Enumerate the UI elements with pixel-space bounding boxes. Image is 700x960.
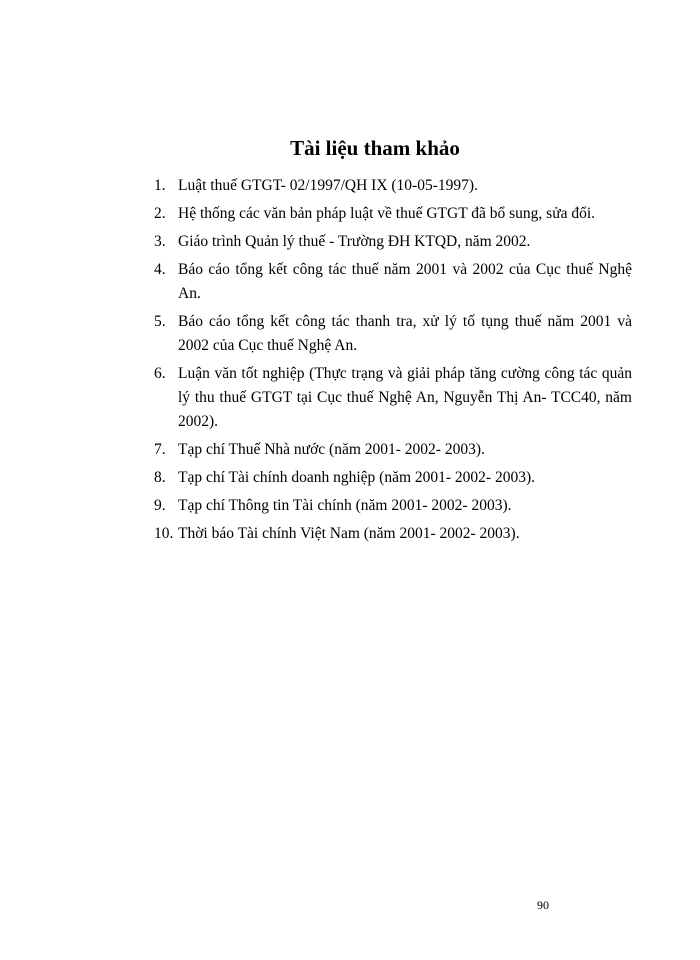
reference-number: 6. bbox=[154, 365, 166, 382]
reference-item bbox=[154, 202, 632, 226]
reference-item bbox=[154, 362, 632, 434]
reference-item bbox=[154, 258, 632, 306]
reference-text: Tạp chí Tài chính doanh nghiệp (năm 2001- 2002- 2003). bbox=[178, 469, 535, 486]
page-title: Tài liệu tham khảo bbox=[290, 136, 460, 160]
reference-item bbox=[154, 438, 632, 462]
reference-text: Hệ thống các văn bản pháp luật về thuế GTGT đã bổ sung, sửa đổi. bbox=[178, 205, 596, 222]
reference-number: 3. bbox=[154, 233, 166, 250]
reference-text: Tạp chí Thuế Nhà nước (năm 2001- 2002- 2003). bbox=[178, 441, 485, 458]
page-number: 90 bbox=[537, 898, 549, 912]
reference-text: Thời báo Tài chính Việt Nam (năm 2001- 2002- 2003). bbox=[178, 525, 520, 542]
reference-text: Luật thuế GTGT- 02/1997/QH IX (10-05-1997). bbox=[178, 177, 478, 194]
reference-item bbox=[154, 310, 632, 358]
reference-number: 4. bbox=[154, 261, 166, 278]
reference-list bbox=[154, 174, 632, 550]
reference-number: 7. bbox=[154, 441, 166, 458]
reference-item bbox=[154, 230, 632, 254]
reference-number: 2. bbox=[154, 205, 166, 222]
reference-text: Báo cáo tổng kết công tác thanh tra, xử lý tố tụng thuế năm 2001 và 2002 của Cục thuế Nghệ An. bbox=[178, 313, 632, 354]
reference-number: 9. bbox=[154, 497, 166, 514]
reference-number: 10. bbox=[154, 525, 174, 542]
reference-item bbox=[154, 494, 632, 518]
reference-number: 8. bbox=[154, 469, 166, 486]
reference-item bbox=[154, 522, 632, 546]
reference-text: Tạp chí Thông tin Tài chính (năm 2001- 2002- 2003). bbox=[178, 497, 512, 514]
reference-number: 5. bbox=[154, 313, 166, 330]
reference-number: 1. bbox=[154, 177, 166, 194]
reference-item bbox=[154, 174, 632, 198]
reference-text: Luận văn tốt nghiệp (Thực trạng và giải pháp tăng cường công tác quản lý thu thuế GTGT tại Cục thuế Nghệ An, Nguyễn Thị An- TCC40, năm 2002). bbox=[178, 365, 632, 430]
reference-text: Báo cáo tổng kết công tác thuế năm 2001 và 2002 của Cục thuế Nghệ An. bbox=[178, 261, 632, 302]
reference-item bbox=[154, 466, 632, 490]
reference-text: Giáo trình Quản lý thuế - Trường ĐH KTQD, năm 2002. bbox=[178, 233, 531, 250]
